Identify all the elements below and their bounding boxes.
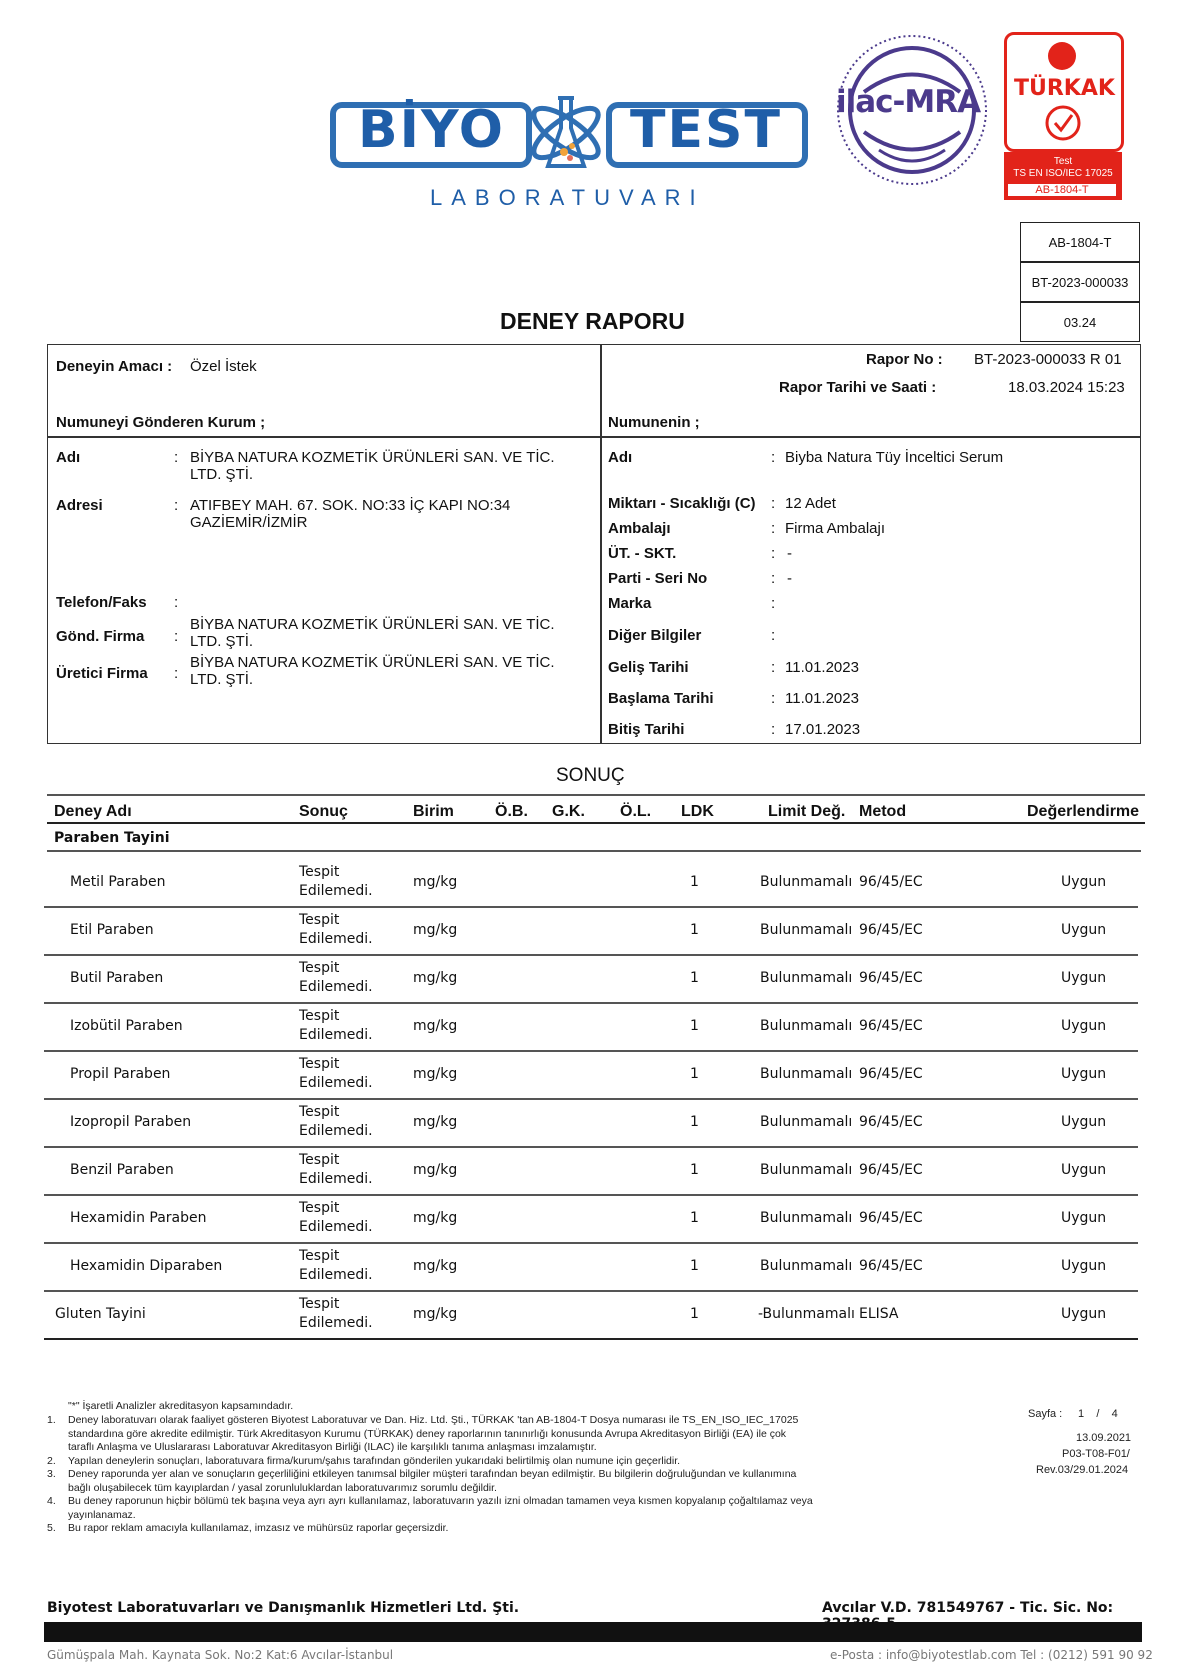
result-line-2: Edilemedi. [299,1315,373,1331]
result-line-2: Edilemedi. [299,1171,373,1187]
evaluation: Uygun [1061,970,1107,986]
note-number: 5. [47,1522,56,1534]
note-line: bağlı oluşabilecek tüm kayıplardan / yasal zorunluluklardan laboratuvarımız sorumlu değildir. [68,1481,497,1494]
rapor-no-label: Rapor No : [866,351,943,368]
arrival-date-value: 11.01.2023 [785,659,859,676]
test-name: Metil Paraben [70,874,166,890]
col-header-unit: Birim [413,803,454,820]
method: 96/45/EC [859,1258,923,1274]
footer-bar [44,1622,1142,1642]
result-line-2: Edilemedi. [299,979,373,995]
evaluation: Uygun [1061,1018,1107,1034]
expiry-value: - [787,545,792,562]
unit: mg/kg [413,1210,458,1226]
colon: : [771,520,776,537]
turkak-logo [1004,32,1122,200]
ldk: 1 [690,1306,699,1322]
colon: : [771,721,776,738]
turkak-test: Test [1053,156,1073,167]
row-divider [44,1050,1138,1052]
quantity-value: 12 Adet [785,495,836,512]
unit: mg/kg [413,1258,458,1274]
sender-address-value-2: GAZİEMİR/İZMİR [190,514,308,531]
revision-code: 03.24 [1020,302,1140,342]
doc-code: P03-T08-F01/ [1062,1448,1130,1460]
test-name: Butil Paraben [70,970,164,986]
evaluation: Uygun [1061,1066,1107,1082]
limit: Bulunmamalı [760,1258,853,1274]
turkak-code: AB-1804-T [1008,184,1116,196]
evaluation: Uygun [1061,1210,1107,1226]
logo-text-test: TEST [630,100,782,160]
group-underline [47,850,1141,852]
note-line: Yapılan deneylerin sonuçları, laboratuvara firma/kurum/şahıs tarafından gönderilen yukarıdaki belirtilmiş olan numune için geçerlidir. [68,1454,681,1467]
colon: : [174,594,179,611]
note-number: 4. [47,1495,56,1507]
batch-label: Parti - Seri No [608,570,708,587]
method: 96/45/EC [859,1066,923,1082]
row-divider [44,1242,1138,1244]
unit: mg/kg [413,874,458,890]
result-line-2: Edilemedi. [299,1027,373,1043]
ldk: 1 [690,1018,699,1034]
method: 96/45/EC [859,1210,923,1226]
page-label: Sayfa : [1028,1408,1063,1420]
rapor-tarih-value: 18.03.2024 15:23 [1008,379,1125,396]
report-code: BT-2023-000033 [1020,262,1140,302]
result-line-1: Tespit [299,1296,340,1312]
col-header-evaluation: Değerlendirme [1027,803,1140,820]
test-name: Hexamidin Diparaben [70,1258,223,1274]
method: 96/45/EC [859,1018,923,1034]
note-line: standardına göre akredite edilmiştir. Türk Akreditasyon Kurumu (TÜRKAK) deney raporlarının tanınırlığı konusunda Avrupa Akreditasyon Birliği (EA) ile çok [68,1427,787,1440]
limit: Bulunmamalı [760,922,853,938]
method: ELISA [859,1306,899,1322]
colon: : [771,570,776,587]
result-line-2: Edilemedi. [299,1267,373,1283]
limit: Bulunmamalı [760,1018,853,1034]
method: 96/45/EC [859,1162,923,1178]
col-header-gk: G.K. [552,803,585,820]
ldk: 1 [690,1210,699,1226]
other-info-label: Diğer Bilgiler [608,627,702,644]
colon: : [771,690,776,707]
test-name: Izopropil Paraben [70,1114,192,1130]
group-label: Paraben Tayini [54,830,170,846]
result-line-2: Edilemedi. [299,1075,373,1091]
limit: -Bulunmamalı [758,1306,855,1322]
row-divider [44,1146,1138,1148]
ilac-mra-logo [834,32,990,188]
colon: : [771,595,776,612]
ldk: 1 [690,970,699,986]
kurum-label: Numuneyi Gönderen Kurum ; [56,414,266,431]
limit: Bulunmamalı [760,970,853,986]
doc-date: 13.09.2021 [1076,1432,1132,1444]
evaluation: Uygun [1061,874,1107,890]
col-header-result: Sonuç [299,803,348,820]
sender-address-value: ATIFBEY MAH. 67. SOK. NO:33 İÇ KAPI NO:34 [190,497,511,514]
footer-address: Gümüşpala Mah. Kaynata Sok. No:2 Kat:6 Avcılar-İstanbul [47,1648,394,1662]
producer-firm-label: Üretici Firma [56,665,148,682]
method: 96/45/EC [859,970,923,986]
start-date-label: Başlama Tarihi [608,690,714,707]
note-number: 3. [47,1468,56,1480]
turkak-standard: TS EN ISO/IEC 17025 [1013,168,1113,179]
note-line: yayınlanamaz. [68,1508,136,1521]
colon: : [174,665,179,682]
sender-address-label: Adresi [56,497,103,514]
result-line-2: Edilemedi. [299,1123,373,1139]
evaluation: Uygun [1061,1258,1107,1274]
logo-subtitle: LABORATUVARI [430,185,705,210]
info-vertical-divider [600,344,602,744]
test-name: Propil Paraben [70,1066,171,1082]
colon: : [771,495,776,512]
limit: Bulunmamalı [760,1162,853,1178]
col-header-ob: Ö.B. [495,803,528,820]
result-line-1: Tespit [299,960,340,976]
colon: : [174,497,179,514]
limit: Bulunmamalı [760,874,853,890]
row-divider [44,1194,1138,1196]
batch-value: - [787,570,792,587]
result-line-1: Tespit [299,1104,340,1120]
colon: : [174,628,179,645]
page-value: 1 / 4 [1078,1408,1118,1420]
logo-text-biyo: BİYO [358,100,505,160]
results-title: SONUÇ [556,765,625,786]
row-divider [44,1290,1138,1292]
result-line-1: Tespit [299,1056,340,1072]
test-name: Benzil Paraben [70,1162,174,1178]
result-line-1: Tespit [299,864,340,880]
result-line-1: Tespit [299,912,340,928]
result-line-1: Tespit [299,1008,340,1024]
sender-name-label: Adı [56,449,81,466]
producer-firm-value: BİYBA NATURA KOZMETİK ÜRÜNLERİ SAN. VE TİC. [190,654,555,671]
evaluation: Uygun [1061,1114,1107,1130]
limit: Bulunmamalı [760,1114,853,1130]
sending-firm-value-2: LTD. ŞTİ. [190,633,254,650]
table-top-line [47,794,1145,796]
end-date-value: 17.01.2023 [785,721,861,738]
result-line-1: Tespit [299,1248,340,1264]
sender-name-value-2: LTD. ŞTİ. [190,466,254,483]
row-divider [44,1098,1138,1100]
method: 96/45/EC [859,874,923,890]
colon: : [771,449,776,466]
end-date-label: Bitiş Tarihi [608,721,685,738]
amac-value: Özel İstek [190,358,257,375]
method: 96/45/EC [859,1114,923,1130]
unit: mg/kg [413,970,458,986]
numune-label: Numunenin ; [608,414,700,431]
test-name: Gluten Tayini [55,1306,146,1322]
evaluation: Uygun [1061,1306,1107,1322]
method: 96/45/EC [859,922,923,938]
evaluation: Uygun [1061,922,1107,938]
colon: : [174,449,179,466]
accreditation-note: "*" İşaretli Analizler akreditasyon kapsamındadır. [68,1400,294,1412]
note-line: Deney raporunda yer alan ve sonuçların geçerliliğini etkileyen tanımsal bilgiler müşteri tarafından beyan edilmiştir. Bu bilgilerin doğruluğundan ve kullanımına [68,1468,797,1480]
col-header-method: Metod [859,803,907,820]
start-date-value: 11.01.2023 [785,690,859,707]
unit: mg/kg [413,922,458,938]
note-line: Bu rapor reklam amacıyla kullanılamaz, imzasız ve mühürsüz raporlar geçersizdir. [68,1522,449,1534]
footer-company: Biyotest Laboratuvarları ve Danışmanlık Hizmetleri Ltd. Şti. [47,1600,520,1616]
col-header-ldk: LDK [681,803,714,820]
sending-firm-value: BİYBA NATURA KOZMETİK ÜRÜNLERİ SAN. VE TİC. [190,616,555,633]
rapor-tarih-label: Rapor Tarihi ve Saati : [779,379,937,396]
note-line: Deney laboratuvarı olarak faaliyet gösteren Biyotest Laboratuvar ve Dan. Hiz. Ltd. Şti., TÜRKAK 'tan AB-1804-T Dosya numarası ile TS_EN_ISO_IEC_17025 [68,1414,799,1426]
evaluation: Uygun [1061,1162,1107,1178]
note-line: taraflı Anlaşma ve Uluslararası Laboratuvar Akreditasyon Birliği (ILAC) ile karşılıklı tanıma anlaşması imzalamıştır. [68,1441,597,1453]
row-divider [44,1002,1138,1004]
expiry-label: ÜT. - SKT. [608,545,677,562]
note-number: 2. [47,1454,56,1467]
test-name: Hexamidin Paraben [70,1210,207,1226]
colon: : [771,627,776,644]
row-divider [44,954,1138,956]
packaging-value: Firma Ambalajı [785,520,886,537]
flask-icon [526,88,606,178]
quantity-label: Miktarı - Sıcaklığı (C) [608,495,756,512]
unit: mg/kg [413,1162,458,1178]
unit: mg/kg [413,1114,458,1130]
ilac-mra-text: ilac-MRA [836,84,981,120]
sending-firm-label: Gönd. Firma [56,628,145,645]
header-underline [47,822,1145,824]
footer-contact: e-Posta : info@biyotestlab.com Tel : (0212) 591 90 92 [830,1648,1153,1662]
page-title: DENEY RAPORU [500,308,685,334]
amac-label: Deneyin Amacı : [56,358,173,375]
info-horizontal-divider [47,436,1141,438]
unit: mg/kg [413,1306,458,1322]
result-line-2: Edilemedi. [299,1219,373,1235]
result-line-1: Tespit [299,1200,340,1216]
result-line-2: Edilemedi. [299,883,373,899]
arrival-date-label: Geliş Tarihi [608,659,689,676]
sample-name-label: Adı [608,449,633,466]
ldk: 1 [690,1114,699,1130]
ldk: 1 [690,922,699,938]
result-line-2: Edilemedi. [299,931,373,947]
ldk: 1 [690,1258,699,1274]
row-divider [44,1338,1138,1340]
ldk: 1 [690,1162,699,1178]
note-line: Bu deney raporunun hiçbir bölümü tek başına veya ayrı ayrı kullanılamaz, laboratuvarın yazılı izni olmadan tamamen veya kısmen kopyalanıp çoğaltılamaz veya [68,1495,813,1507]
doc-revision: Rev.03/29.01.2024 [1036,1464,1129,1476]
col-header-test-name: Deney Adı [54,803,132,820]
turkak-text: TÜRKAK [1014,76,1115,101]
ldk: 1 [690,1066,699,1082]
rapor-no-value: BT-2023-000033 R 01 [974,351,1122,368]
limit: Bulunmamalı [760,1210,853,1226]
col-header-ol: Ö.L. [620,803,652,820]
colon: : [771,659,776,676]
row-divider [44,906,1138,908]
producer-firm-value-2: LTD. ŞTİ. [190,671,254,688]
result-line-1: Tespit [299,1152,340,1168]
ldk: 1 [690,874,699,890]
note-number: 1. [47,1414,56,1426]
packaging-label: Ambalajı [608,520,671,537]
unit: mg/kg [413,1018,458,1034]
unit: mg/kg [413,1066,458,1082]
brand-label: Marka [608,595,652,612]
limit: Bulunmamalı [760,1066,853,1082]
phone-label: Telefon/Faks [56,594,147,611]
sender-name-value: BİYBA NATURA KOZMETİK ÜRÜNLERİ SAN. VE TİC. [190,449,555,466]
check-icon [1044,104,1082,142]
test-name: Izobütil Paraben [70,1018,183,1034]
test-name: Etil Paraben [70,922,154,938]
sample-name-value: Biyba Natura Tüy İnceltici Serum [785,449,1004,466]
accreditation-code: AB-1804-T [1020,222,1140,262]
col-header-limit: Limit Değ. [768,803,846,820]
footer-tax: Avcılar V.D. 781549767 - Tic. Sic. No: [822,1600,1114,1616]
colon: : [771,545,776,562]
